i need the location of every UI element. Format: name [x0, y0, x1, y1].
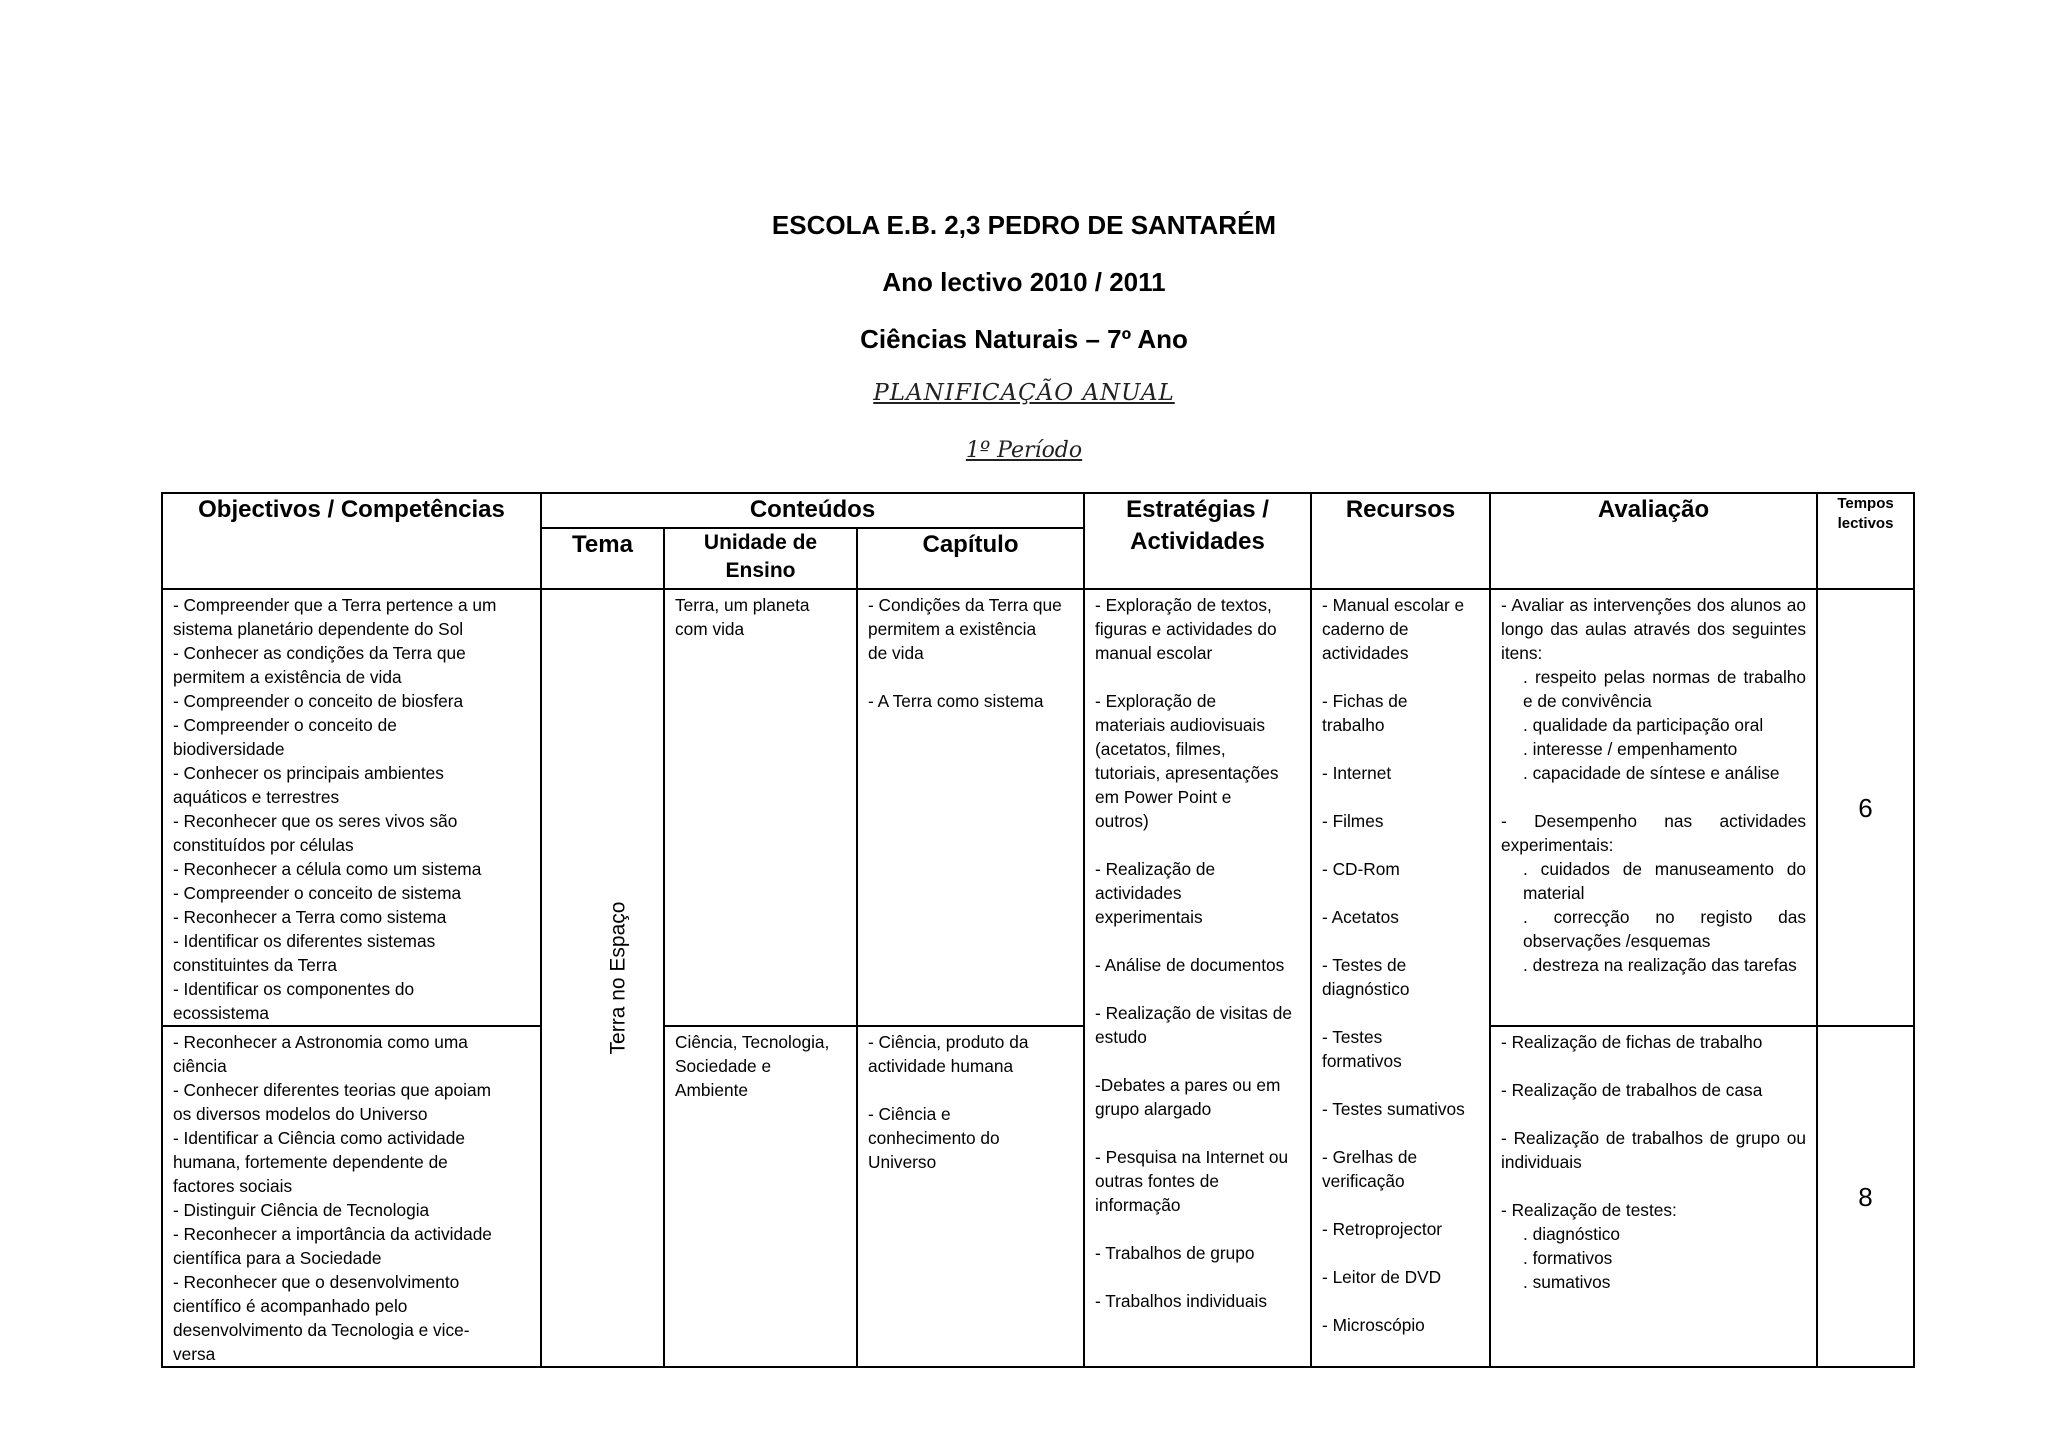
- text-line: - Trabalhos individuais: [1095, 1291, 1267, 1311]
- text-line: - Conhecer diferentes teorias que apoiam: [173, 1080, 491, 1100]
- text-line: [1322, 1241, 1479, 1265]
- text-line: [1322, 1121, 1479, 1145]
- text-line: - Reconhecer a importância da actividade: [173, 1224, 492, 1244]
- text-line: - Exploração de textos,: [1095, 595, 1272, 615]
- table-row: [162, 1026, 1914, 1367]
- text-line: conhecimento do: [868, 1128, 1000, 1148]
- header-evaluation: Avaliação: [1490, 493, 1817, 589]
- text-line: - Acetatos: [1322, 907, 1399, 927]
- text-line: - Realização de: [1095, 859, 1216, 879]
- plan-title: PLANIFICAÇÃO ANUAL: [873, 380, 1175, 406]
- text-line: [1322, 833, 1479, 857]
- evaluation-cell: [1490, 589, 1817, 1026]
- text-line: com vida: [675, 619, 745, 639]
- table-row: [162, 589, 1914, 1026]
- period-title: 1º Período: [965, 438, 1083, 463]
- text-line: . qualidade da participação oral: [1523, 715, 1764, 735]
- text-line: - Pesquisa na Internet ou: [1095, 1147, 1289, 1167]
- text-line: sistema planetário dependente do Sol: [173, 619, 464, 639]
- unidade-cell: [664, 1026, 857, 1367]
- objectives-cell: [162, 1026, 541, 1367]
- text-line: - Reconhecer a Terra como sistema: [173, 907, 447, 927]
- text-line: manual escolar: [1095, 643, 1213, 663]
- text-line: permitem a existência: [868, 619, 1037, 639]
- text-line: [1322, 1001, 1479, 1025]
- text-line: . respeito pelas normas de trabalho e de convivência: [1523, 667, 1807, 711]
- text-line: verificação: [1322, 1171, 1405, 1191]
- text-line: - Compreender o conceito de: [173, 715, 397, 735]
- text-line: - Filmes: [1322, 811, 1384, 831]
- text-line: - Grelhas de: [1322, 1147, 1418, 1167]
- text-line: trabalho: [1322, 715, 1385, 735]
- strategies-cell: [1084, 589, 1311, 1367]
- text-line: - Reconhecer que os seres vivos são: [173, 811, 458, 831]
- text-line: [1095, 833, 1300, 857]
- text-line: - Condições da Terra que: [868, 595, 1062, 615]
- text-line: - Realização de fichas de trabalho: [1501, 1032, 1763, 1052]
- text-line: - Realização de visitas de: [1095, 1003, 1292, 1023]
- text-line: - Testes: [1322, 1027, 1383, 1047]
- text-line: actividade humana: [868, 1056, 1014, 1076]
- text-line: desenvolvimento da Tecnologia e vice-: [173, 1320, 470, 1340]
- text-line: - Compreender o conceito de sistema: [173, 883, 462, 903]
- text-line: [1095, 1265, 1300, 1289]
- text-line: [868, 665, 1073, 689]
- text-line: - Identificar a Ciência como actividade: [173, 1128, 466, 1148]
- text-line: [868, 1078, 1073, 1102]
- text-line: - Identificar os componentes do: [173, 979, 415, 999]
- text-line: [1501, 1102, 1806, 1126]
- text-line: [1095, 1121, 1300, 1145]
- header-contents: Conteúdos: [541, 493, 1084, 528]
- text-line: - Exploração de: [1095, 691, 1217, 711]
- text-line: [1322, 1289, 1479, 1313]
- evaluation-cell: [1490, 1026, 1817, 1367]
- text-line: [1322, 737, 1479, 761]
- text-line: - Trabalhos de grupo: [1095, 1243, 1255, 1263]
- header-tempos: Tempos lectivos: [1817, 493, 1914, 589]
- tempos-cell: [1817, 1026, 1914, 1367]
- text-line: estudo: [1095, 1027, 1147, 1047]
- header-objectives: Objectivos / Competências: [162, 493, 541, 589]
- text-line: - Análise de documentos: [1095, 955, 1285, 975]
- text-line: - Ciência, produto da: [868, 1032, 1029, 1052]
- header-resources: Recursos: [1311, 493, 1490, 589]
- text-line: biodiversidade: [173, 739, 285, 759]
- text-line: outras fontes de: [1095, 1171, 1219, 1191]
- text-line: informação: [1095, 1195, 1181, 1215]
- header-unidade: Unidade de Ensino: [664, 528, 857, 589]
- text-line: de vida: [868, 643, 924, 663]
- text-line: actividades: [1095, 883, 1182, 903]
- text-line: - Testes sumativos: [1322, 1099, 1465, 1119]
- text-line: (acetatos, filmes,: [1095, 739, 1226, 759]
- text-line: - Testes de: [1322, 955, 1407, 975]
- text-line: Terra, um planeta: [675, 595, 810, 615]
- tempos-value: 8: [1858, 1181, 1873, 1212]
- text-line: . capacidade de síntese e análise: [1523, 763, 1780, 783]
- text-line: - Leitor de DVD: [1322, 1267, 1442, 1287]
- text-line: [1501, 1174, 1806, 1198]
- text-line: [1322, 929, 1479, 953]
- resources-cell: [1311, 589, 1490, 1367]
- text-line: . correcção no registo das observações /esquemas: [1523, 907, 1807, 951]
- text-line: formativos: [1322, 1051, 1402, 1071]
- tema-text: Terra no Espaço: [606, 901, 630, 1055]
- text-line: - Conhecer os principais ambientes: [173, 763, 444, 783]
- text-line: versa: [173, 1344, 216, 1364]
- text-line: actividades: [1322, 643, 1409, 663]
- text-line: . destreza na realização das tarefas: [1523, 955, 1797, 975]
- text-line: [1322, 785, 1479, 809]
- text-line: - Identificar os diferentes sistemas: [173, 931, 436, 951]
- text-line: diagnóstico: [1322, 979, 1410, 999]
- text-line: factores sociais: [173, 1176, 293, 1196]
- text-line: [1095, 665, 1300, 689]
- subject-title: Ciências Naturais – 7º Ano: [860, 324, 1188, 354]
- text-line: constituintes da Terra: [173, 955, 337, 975]
- text-line: tutoriais, apresentações: [1095, 763, 1279, 783]
- text-line: humana, fortemente dependente de: [173, 1152, 448, 1172]
- text-line: Sociedade e: [675, 1056, 772, 1076]
- header-tema: Tema: [541, 528, 664, 589]
- capitulo-cell: [857, 589, 1084, 1026]
- text-line: - Reconhecer que o desenvolvimento: [173, 1272, 460, 1292]
- text-line: científica para a Sociedade: [173, 1248, 382, 1268]
- text-line: outros): [1095, 811, 1149, 831]
- text-line: aquáticos e terrestres: [173, 787, 340, 807]
- text-line: [1322, 665, 1479, 689]
- text-line: - Manual escolar e: [1322, 595, 1465, 615]
- text-line: constituídos por células: [173, 835, 354, 855]
- text-line: [1322, 881, 1479, 905]
- unidade-cell: [664, 589, 857, 1026]
- text-line: [1501, 1054, 1806, 1078]
- text-line: . sumativos: [1523, 1272, 1611, 1292]
- header-strategies: Estratégias / Actividades: [1084, 493, 1311, 589]
- text-line: - Realização de testes:: [1501, 1200, 1677, 1220]
- text-line: figuras e actividades do: [1095, 619, 1277, 639]
- text-line: - Retroprojector: [1322, 1219, 1443, 1239]
- text-line: - CD-Rom: [1322, 859, 1400, 879]
- text-line: [1322, 1193, 1479, 1217]
- tempos-value: 6: [1858, 792, 1873, 823]
- text-line: - Realização de trabalhos de grupo ou individuais: [1501, 1128, 1807, 1172]
- text-line: os diversos modelos do Universo: [173, 1104, 428, 1124]
- text-line: - Distinguir Ciência de Tecnologia: [173, 1200, 430, 1220]
- text-line: . cuidados de manuseamento do material: [1523, 859, 1807, 903]
- text-line: [1322, 1073, 1479, 1097]
- text-line: - Compreender que a Terra pertence a um: [173, 595, 497, 615]
- school-name: ESCOLA E.B. 2,3 PEDRO DE SANTARÉM: [771, 210, 1277, 240]
- text-line: - Desempenho nas actividades experimentais:: [1501, 811, 1807, 855]
- text-line: materiais audiovisuais: [1095, 715, 1266, 735]
- text-line: . diagnóstico: [1523, 1224, 1621, 1244]
- tempos-cell: [1817, 589, 1914, 1026]
- text-line: ecossistema: [173, 1003, 270, 1023]
- text-line: - A Terra como sistema: [868, 691, 1044, 711]
- objectives-cell: [162, 589, 541, 1026]
- text-line: caderno de: [1322, 619, 1409, 639]
- text-line: -Debates a pares ou em: [1095, 1075, 1281, 1095]
- text-line: [1095, 1217, 1300, 1241]
- header-capitulo: Capítulo: [857, 528, 1084, 589]
- school-year: Ano lectivo 2010 / 2011: [882, 267, 1166, 297]
- text-line: . interesse / empenhamento: [1523, 739, 1738, 759]
- text-line: [1095, 977, 1300, 1001]
- text-line: experimentais: [1095, 907, 1203, 927]
- text-line: em Power Point e: [1095, 787, 1232, 807]
- text-line: grupo alargado: [1095, 1099, 1212, 1119]
- text-line: . formativos: [1523, 1248, 1613, 1268]
- text-line: - Microscópio: [1322, 1315, 1425, 1335]
- text-line: - Ciência e: [868, 1104, 951, 1124]
- tema-cell: [541, 589, 664, 1367]
- text-line: científico é acompanhado pelo: [173, 1296, 408, 1316]
- text-line: Universo: [868, 1152, 937, 1172]
- text-line: - Reconhecer a Astronomia como uma: [173, 1032, 468, 1052]
- text-line: - Avaliar as intervenções dos alunos ao longo das aulas através dos seguintes itens:: [1501, 595, 1807, 663]
- text-line: - Compreender o conceito de biosfera: [173, 691, 464, 711]
- text-line: ciência: [173, 1056, 227, 1076]
- text-line: - Reconhecer a célula como um sistema: [173, 859, 482, 879]
- text-line: - Conhecer as condições da Terra que: [173, 643, 466, 663]
- text-line: permitem a existência de vida: [173, 667, 402, 687]
- text-line: Ambiente: [675, 1080, 749, 1100]
- text-line: Ciência, Tecnologia,: [675, 1032, 830, 1052]
- text-line: - Fichas de: [1322, 691, 1408, 711]
- text-line: [1095, 1049, 1300, 1073]
- text-line: [1095, 929, 1300, 953]
- capitulo-cell: [857, 1026, 1084, 1367]
- text-line: - Internet: [1322, 763, 1392, 783]
- planning-table: [161, 492, 1915, 1368]
- text-line: - Realização de trabalhos de casa: [1501, 1080, 1763, 1100]
- text-line: [1501, 785, 1806, 809]
